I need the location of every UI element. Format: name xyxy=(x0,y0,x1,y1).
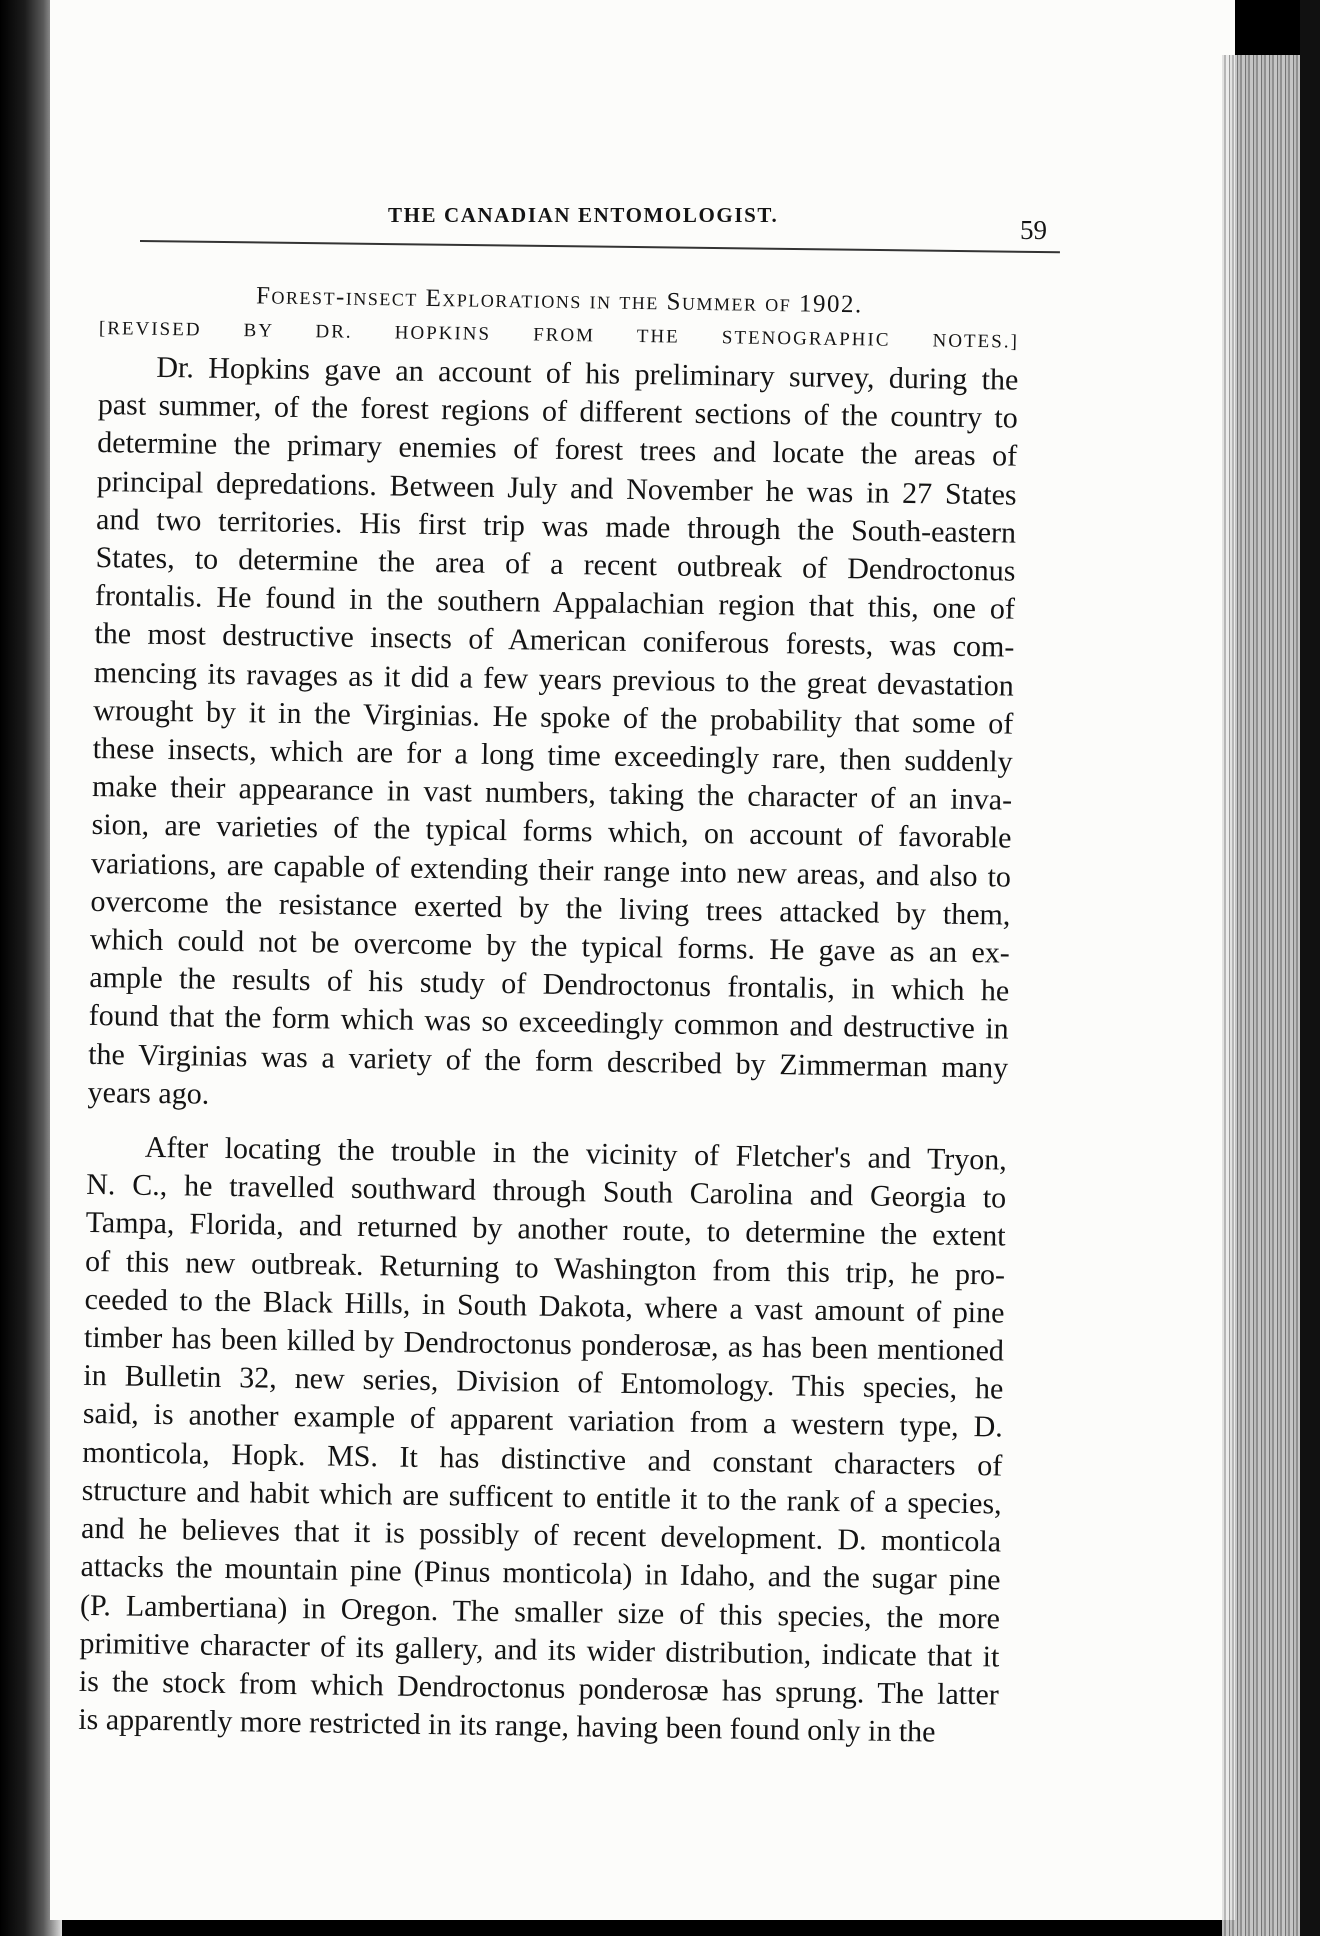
text-line: timber has been killed by Dendroctonus ponderosæ, as has been mentioned xyxy=(83,1320,1005,1368)
text-line: make their appearance in vast numbers, taking the character of an inva- xyxy=(91,770,1013,817)
text-line: Dr. Hopkins gave an account of his preliminary survey, during the xyxy=(156,350,1019,397)
text-line: of this new outbreak. Returning to Washington from this trip, he pro- xyxy=(84,1244,1006,1292)
text-line: attacks the mountain pine (Pinus monticola) in Idaho, and the sugar pine xyxy=(80,1550,1001,1597)
text-line: which could not be overcome by the typical forms. He gave as an ex- xyxy=(89,922,1011,970)
page-header xyxy=(140,195,1065,245)
text-line: N. C., he travelled southward through South Carolina and Georgia to xyxy=(86,1168,1007,1215)
text-line: After locating the trouble in the vicinity of Fletcher's and Tryon, xyxy=(144,1130,1007,1177)
running-title: THE CANADIAN ENTOMOLOGIST. xyxy=(388,203,779,227)
text-line: years ago. xyxy=(87,1075,210,1111)
text-line: (P. Lambertiana) in Oregon. The smaller size of this species, the more xyxy=(79,1588,1001,1635)
article-title: Forest-insect Explorations in the Summer of 1902. xyxy=(255,282,863,319)
text-line: structure and habit which are sufficent to entitle it to the rank of a species, xyxy=(81,1473,1002,1521)
text-line: principal depredations. Between July and November he was in 27 States xyxy=(96,464,1017,512)
text-line: primitive character of its gallery, and its wider distribution, indicate that it xyxy=(79,1626,1000,1674)
text-line: ceeded to the Black Hills, in South Dakota, where a vast amount of pine xyxy=(84,1282,1005,1330)
text-line: sion, are varieties of the typical forms which, on account of favorable xyxy=(91,808,1012,856)
scan-border xyxy=(1300,0,1320,1936)
article-body xyxy=(78,260,1020,1753)
text-line: overcome the resistance exerted by the living trees attacked by them, xyxy=(90,884,1011,932)
text-line: is apparently more restricted in its range, having been found only in the xyxy=(78,1702,936,1749)
paragraph-2 xyxy=(78,1128,1007,1753)
text-line: frontalis. He found in the southern Appalachian region that this, one of xyxy=(94,579,1016,626)
text-line: the most destructive insects of American coniferous forests, was com- xyxy=(94,617,1015,665)
text-line: monticola, Hopk. MS. It has distinctive and constant characters of xyxy=(82,1435,1003,1483)
text-line: past summer, of the forest regions of different sections of the country to xyxy=(97,388,1018,435)
text-line: wrought by it in the Virginias. He spoke of the probability that some of xyxy=(93,693,1014,741)
article-subtitle: [REVISED BY DR. HOPKINS FROM THE STENOGRAPHIC NOTES.] xyxy=(98,317,1020,353)
text-line: determine the primary enemies of forest trees and locate the areas of xyxy=(97,426,1018,474)
text-line: the Virginias was a variety of the form described by Zimmerman many xyxy=(87,1037,1009,1085)
text-line: and two territories. His first trip was made through the South-eastern xyxy=(95,502,1017,550)
text-line: in Bulletin 32, new series, Division of Entomology. This species, he xyxy=(83,1359,1004,1406)
page-number: 59 xyxy=(1020,215,1047,245)
text-line: said, is another example of apparent variation from a western type, D. xyxy=(82,1397,1004,1445)
text-line: Tampa, Florida, and returned by another route, to determine the extent xyxy=(85,1206,1006,1254)
text-line: States, to determine the area of a recent outbreak of Dendroctonus xyxy=(95,540,1016,588)
text-line: these insects, which are for a long time exceedingly rare, then suddenly xyxy=(92,731,1013,779)
text-line: variations, are capable of extending their range into new areas, and also to xyxy=(90,846,1012,894)
paragraph-1 xyxy=(87,348,1018,1126)
text-line: is the stock from which Dendroctonus ponderosæ has sprung. The latter xyxy=(78,1664,1000,1712)
text-line: mencing its ravages as it did a few years previous to the great devastation xyxy=(93,655,1015,703)
text-line: found that the form which was so exceedingly common and destructive in xyxy=(88,999,1009,1047)
text-line: and he believes that it is possibly of recent development. D. monticola xyxy=(80,1511,1002,1559)
text-line: ample the results of his study of Dendroctonus frontalis, in which he xyxy=(89,961,1010,1008)
